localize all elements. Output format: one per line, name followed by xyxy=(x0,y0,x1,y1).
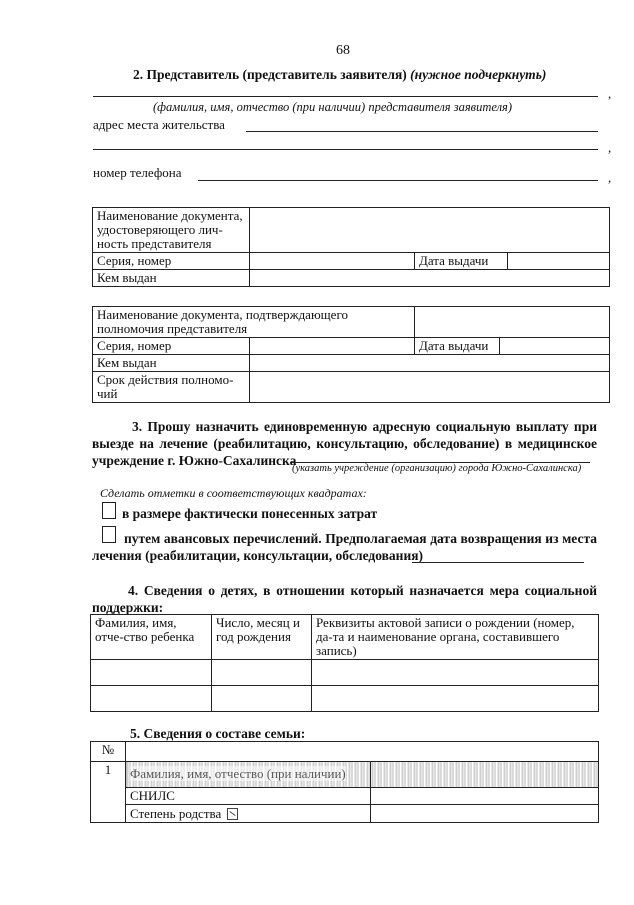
redaction-mark-icon xyxy=(227,808,238,820)
family-snils-field[interactable] xyxy=(371,788,599,805)
address-label: адрес места жительства xyxy=(93,117,225,132)
family-header-empty xyxy=(126,742,599,762)
auth-doc-validity-label: Срок действия полномо-чий xyxy=(93,372,250,403)
children-row2-record[interactable] xyxy=(312,686,599,712)
id-doc-series-label: Серия, номер xyxy=(93,253,250,270)
family-fio-field[interactable] xyxy=(371,762,599,788)
auth-doc-validity-field[interactable] xyxy=(250,372,610,403)
comma-3: , xyxy=(608,170,612,185)
section2-title-text: 2. Представитель (представитель заявителя) xyxy=(133,67,407,82)
institution-caption: (указать учреждение (организацию) города Южно-Сахалинска) xyxy=(292,463,582,474)
family-number-header: № xyxy=(91,742,126,762)
family-fio-label-cell xyxy=(126,762,371,788)
address-line-2[interactable] xyxy=(93,149,598,150)
representative-name-line[interactable] xyxy=(93,96,598,97)
children-row2-name[interactable] xyxy=(91,686,212,712)
family-snils-label: СНИЛС xyxy=(126,788,371,805)
id-doc-series-field[interactable] xyxy=(250,253,415,270)
children-row1-name[interactable] xyxy=(91,660,212,686)
family-relation-label: Степень родства xyxy=(130,806,222,821)
auth-doc-date-label: Дата выдачи xyxy=(415,338,500,355)
id-doc-issued-field[interactable] xyxy=(250,270,610,287)
address-line[interactable] xyxy=(246,131,598,132)
phone-label: номер телефона xyxy=(93,165,182,180)
auth-doc-issued-label: Кем выдан xyxy=(93,355,250,372)
auth-doc-name-field[interactable] xyxy=(415,307,610,338)
comma-2: , xyxy=(608,140,612,155)
auth-doc-series-field[interactable] xyxy=(250,338,415,355)
section3-text: 3. Прошу назначить единовременную адресную социальную выплату при выезде на лечение (реабилитацию, консультацию, обследование) в медицинское учреждение г. Южно-Сахалинска xyxy=(92,419,597,468)
representative-name-caption: (фамилия, имя, отчество (при наличии) представителя заявителя) xyxy=(153,100,513,114)
children-table xyxy=(90,614,599,712)
section5-title: 5. Сведения о составе семьи: xyxy=(130,726,306,741)
page-number: 68 xyxy=(336,43,350,58)
actual-costs-checkbox[interactable] xyxy=(102,502,116,519)
section4-title: 4. Сведения о детях, в отношении который назначается мера социальной поддержки: xyxy=(92,583,597,615)
auth-doc-issued-field[interactable] xyxy=(250,355,610,372)
children-row1-record[interactable] xyxy=(312,660,599,686)
auth-doc-name-label: Наименование документа, подтверждающего полномочия представителя xyxy=(93,307,415,338)
section2-title xyxy=(133,67,546,83)
family-table xyxy=(90,741,599,823)
family-row-number: 1 xyxy=(91,762,126,823)
family-relation-field[interactable] xyxy=(371,805,599,823)
auth-doc-series-label: Серия, номер xyxy=(93,338,250,355)
family-relation-label-cell xyxy=(126,805,371,823)
id-doc-issued-label: Кем выдан xyxy=(93,270,250,287)
checkbox-instruction: Сделать отметки в соответствующих квадратах: xyxy=(100,486,367,500)
return-date-line[interactable] xyxy=(412,562,584,563)
children-col-name: Фамилия, имя, отче-ство ребенка xyxy=(91,615,212,660)
comma-1: , xyxy=(608,86,612,101)
id-doc-name-label: Наименование документа, удостоверяющего лич-ность представителя xyxy=(93,208,250,253)
children-col-birthdate: Число, месяц и год рождения xyxy=(212,615,312,660)
id-doc-date-label: Дата выдачи xyxy=(415,253,508,270)
id-doc-name-field[interactable] xyxy=(250,208,610,253)
phone-line[interactable] xyxy=(198,180,598,181)
auth-doc-date-field[interactable] xyxy=(500,338,610,355)
children-row2-birthdate[interactable] xyxy=(212,686,312,712)
identity-document-table xyxy=(92,207,610,287)
actual-costs-label: в размере фактически понесенных затрат xyxy=(122,506,378,521)
children-col-birth-record: Реквизиты актовой записи о рождении (номер, да-та и наименование органа, составившего запись) xyxy=(312,615,599,660)
children-row1-birthdate[interactable] xyxy=(212,660,312,686)
section2-title-note: (нужное подчеркнуть) xyxy=(410,67,547,82)
family-fio-label: Фамилия, имя, отчество (при наличии) xyxy=(130,766,346,781)
advance-payment-label: путем авансовых перечислений. Предполагаемая дата возвращения из места лечения (реабилитации, консультации, обследования) xyxy=(92,531,597,563)
id-doc-date-field[interactable] xyxy=(508,253,610,270)
authority-document-table xyxy=(92,306,610,403)
